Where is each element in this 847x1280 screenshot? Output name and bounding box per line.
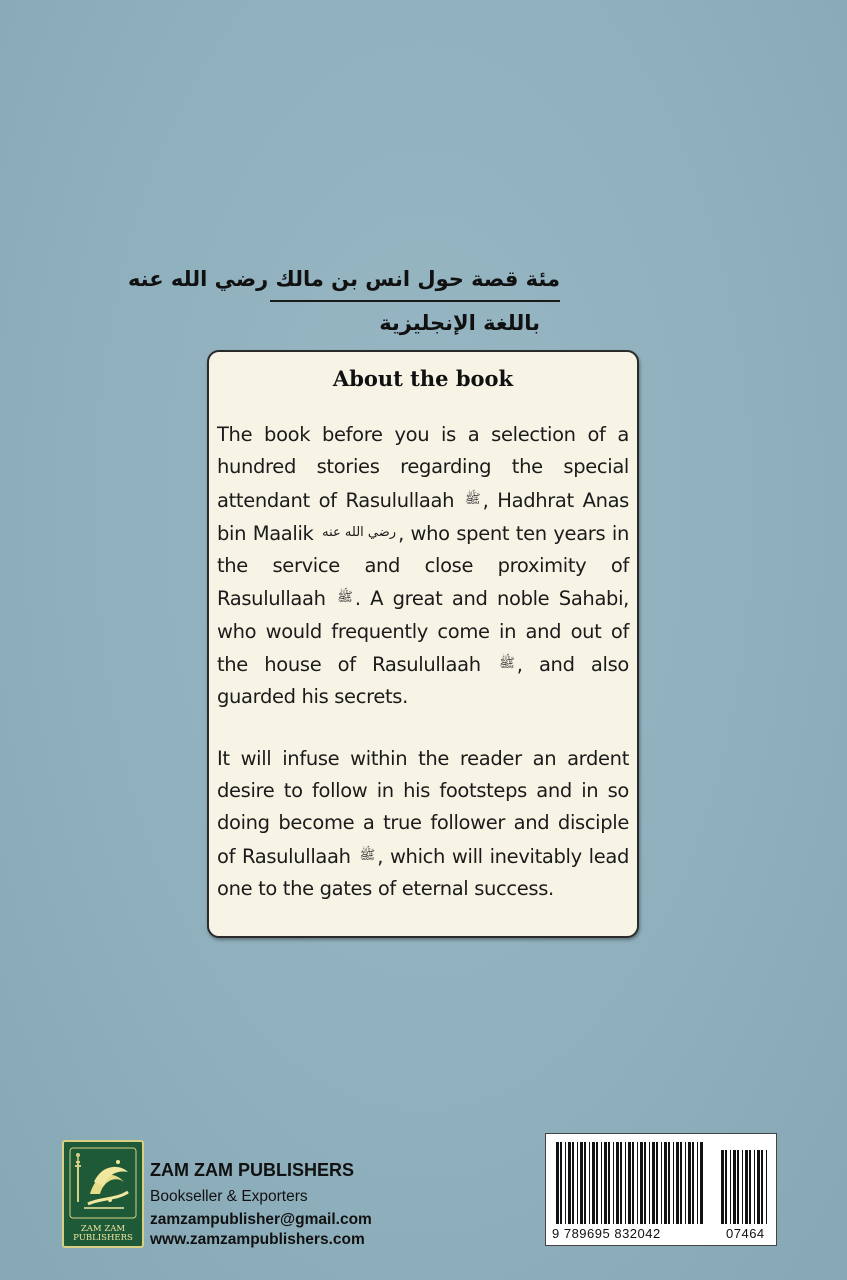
salutation-pbuh: ﷺ [499, 656, 515, 672]
arabic-title-line-2: باللغة الإنجليزية [379, 311, 540, 335]
publisher-logo [62, 1140, 144, 1248]
publisher-email: zamzampublisher@gmail.com [150, 1211, 372, 1228]
logo-text [64, 1225, 142, 1243]
publisher-tagline: Bookseller & Exporters [150, 1188, 308, 1205]
about-p1-text-5: , and also guarded his secrets. [217, 653, 629, 709]
logo-text-line-1: ZAM ZAM [80, 1224, 126, 1234]
about-the-book-panel [207, 350, 639, 938]
salutation-pbuh: ﷺ [337, 590, 353, 606]
salutation-pbuh: ﷺ [464, 491, 481, 507]
about-p1-text-2: , Hadhrat Anas bin Maalik [217, 488, 629, 545]
publisher-name: ZAM ZAM PUBLISHERS [150, 1160, 354, 1180]
salutation-ra: رضي الله عنه [322, 524, 397, 540]
about-p1-text-1: The book before you is a selection of a hundred stories regarding the special attendant of Rasulullaah [217, 423, 629, 512]
publisher-website: www.zamzampublishers.com [150, 1231, 365, 1248]
about-p1-text-3: , who spent ten years in the service and close proximity of Rasulullaah [217, 521, 629, 611]
publisher-block [62, 1140, 422, 1252]
addon-number: 07464 [726, 1226, 765, 1241]
logo-text-line-2: PUBLISHERS [73, 1233, 133, 1243]
isbn-number: 9 789695 832042 [552, 1226, 661, 1241]
salutation-pbuh: ﷺ [359, 847, 376, 863]
arabic-title-line-1: مئة قصة حول انس بن مالك رضي الله عنه [270, 262, 560, 302]
about-paragraph-1 [217, 419, 629, 714]
about-paragraph-2 [217, 743, 629, 905]
isbn-barcode [545, 1133, 777, 1246]
about-p1-text-4: . A great and noble Sahabi, who would frequently come in and out of the house of Rasulullaah [217, 587, 629, 677]
about-title: About the book [332, 366, 514, 391]
arabic-title-block [127, 262, 560, 340]
about-p2-text-1: It will infuse within the reader an ardent desire to follow in his footsteps and in so doing become a true follower and disciple of Rasulullaah [217, 746, 629, 868]
about-p2-text-2: , which will inevitably lead one to the gates of eternal success. [217, 844, 629, 900]
